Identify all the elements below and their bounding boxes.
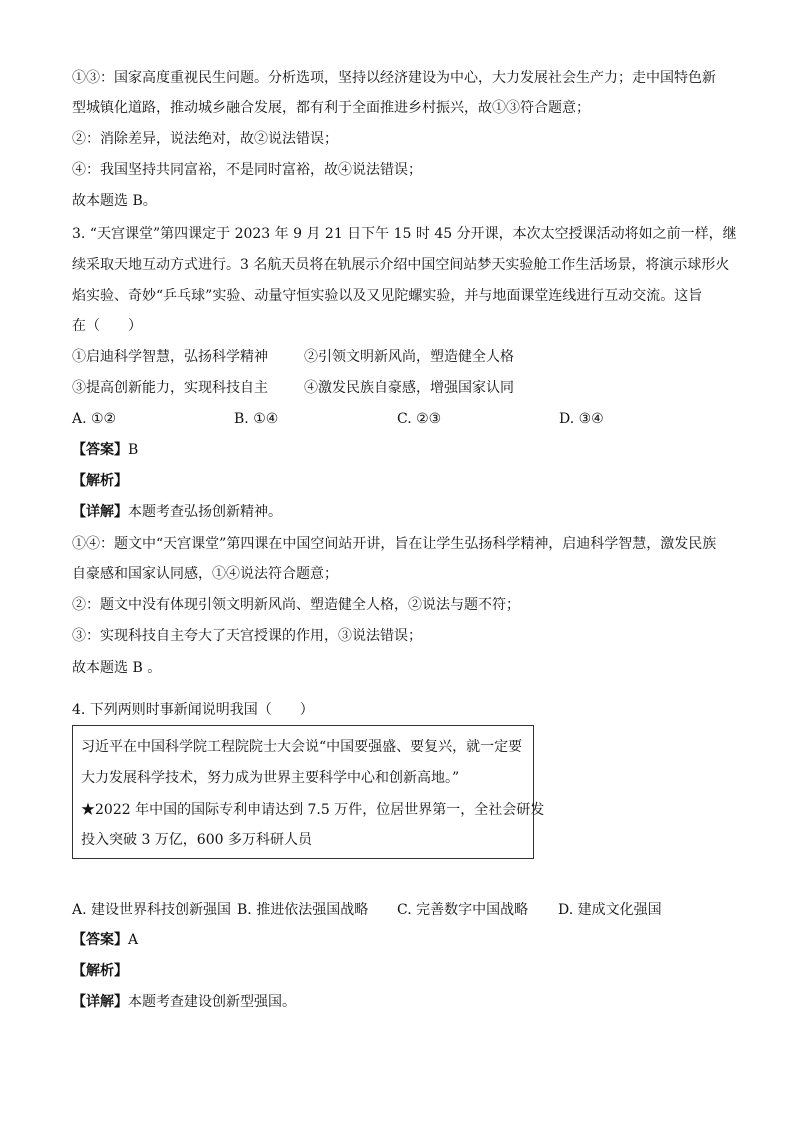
q4-answer bbox=[72, 930, 138, 950]
q3-item-3: ③提高创新能力，实现科技自主 bbox=[72, 380, 268, 396]
q3-analysis-label-text: 【解析】 bbox=[72, 473, 128, 489]
q3-explanation-line-2: 自豪感和国家认同感，①④说法符合题意； bbox=[72, 566, 338, 582]
q4-detail-label: 【详解】 bbox=[72, 994, 128, 1010]
q3-option-d: D. ③④ bbox=[559, 411, 604, 427]
q3-answer-label: 【答案】 bbox=[72, 442, 128, 458]
q3-detail-text: 本题考查弘扬创新精神。 bbox=[128, 504, 282, 520]
q2-explanation-line-3: ②：消除差异，说法绝对，故②说法错误； bbox=[72, 131, 338, 147]
q3-stem-line-4: 在（ ） bbox=[72, 318, 142, 334]
q4-option-d: D. 建成文化强国 bbox=[558, 902, 662, 918]
q3-detail-label: 【详解】 bbox=[72, 504, 128, 520]
q3-stem-line-1: 3. “天宫课堂”第四课定于 2023 年 9 月 21 日下午 15 时 45 分开课，本次太空授课活动将如之前一样，继 bbox=[72, 226, 737, 242]
q3-option-c: C. ②③ bbox=[397, 411, 442, 427]
q3-answer-value: B bbox=[128, 442, 139, 458]
q3-item-2: ②引领文明新风尚，塑造健全人格 bbox=[304, 349, 514, 365]
q4-news-line-3: ★2022 年中国的国际专利申请达到 7.5 万件，位居世界第一，全社会研发 bbox=[81, 802, 545, 818]
q4-answer-label: 【答案】 bbox=[72, 932, 128, 948]
q3-items-row-2 bbox=[72, 378, 724, 398]
q2-explanation-line-1: ①③：国家高度重视民生问题。分析选项，坚持以经济建设为中心，大力发展社会生产力；走中国特色新 bbox=[72, 70, 716, 86]
q4-news-line-4: 投入突破 3 万亿，600 多万科研人员 bbox=[81, 832, 312, 848]
q3-items-row-1 bbox=[72, 347, 724, 367]
q3-analysis-label bbox=[72, 471, 128, 491]
q4-detail-text: 本题考查建设创新型强国。 bbox=[128, 994, 296, 1010]
q3-explanation-line-4: ③：实现科技自主夸大了天宫授课的作用，③说法错误； bbox=[72, 628, 422, 644]
q3-option-a: A. ①② bbox=[72, 411, 117, 427]
q4-analysis-label bbox=[72, 961, 128, 981]
q4-news-line-2: 大力发展科学技术，努力成为世界主要科学中心和创新高地。” bbox=[81, 770, 460, 786]
q2-explanation-line-2: 型城镇化道路，推动城乡融合发展，都有利于全面推进乡村振兴，故①③符合题意； bbox=[72, 100, 590, 116]
q3-answer bbox=[72, 440, 138, 460]
q3-option-b: B. ①④ bbox=[234, 411, 279, 427]
q3-stem-line-2: 续采取天地互动方式进行。3 名航天员将在轨展示介绍中国空间站梦天实验舱工作生活场景，将演示球形火 bbox=[72, 257, 730, 273]
q3-detail bbox=[72, 502, 282, 522]
q3-item-1: ①启迪科学智慧，弘扬科学精神 bbox=[72, 349, 268, 365]
q4-news-box bbox=[72, 725, 545, 859]
q3-item-4: ④激发民族自豪感，增强国家认同 bbox=[304, 380, 514, 396]
q4-options bbox=[72, 900, 724, 920]
q4-option-a: A. 建设世界科技创新强国 bbox=[72, 902, 232, 918]
q4-stem: 4. 下列两则时事新闻说明我国（ ） bbox=[72, 702, 314, 718]
q4-option-c: C. 完善数字中国战略 bbox=[397, 902, 529, 918]
q3-explanation-line-3: ②：题文中没有体现引领文明新风尚、塑造健全人格，②说法与题不符； bbox=[72, 597, 520, 613]
q3-options bbox=[72, 409, 724, 429]
q4-detail bbox=[72, 992, 296, 1012]
q4-option-b: B. 推进依法强国战略 bbox=[237, 902, 369, 918]
q2-explanation-line-4: ④：我国坚持共同富裕，不是同时富裕，故④说法错误； bbox=[72, 162, 422, 178]
q3-stem-line-3: 焰实验、奇妙“乒乓球”实验、动量守恒实验以及又见陀螺实验，并与地面课堂连线进行互动交流。这旨 bbox=[72, 288, 703, 304]
q4-answer-value: A bbox=[128, 932, 139, 948]
q4-news-line-1: 习近平在中国科学院工程院院士大会说“中国要强盛、要复兴，就一定要 bbox=[81, 739, 523, 755]
q3-conclusion: 故本题选 B 。 bbox=[72, 660, 162, 676]
q3-explanation-line-1: ①④：题文中“天宫课堂”第四课在中国空间站开讲，旨在让学生弘扬科学精神，启迪科学智慧，激发民族 bbox=[72, 536, 717, 552]
q2-conclusion: 故本题选 B。 bbox=[72, 193, 157, 209]
q4-analysis-label-text: 【解析】 bbox=[72, 963, 128, 979]
